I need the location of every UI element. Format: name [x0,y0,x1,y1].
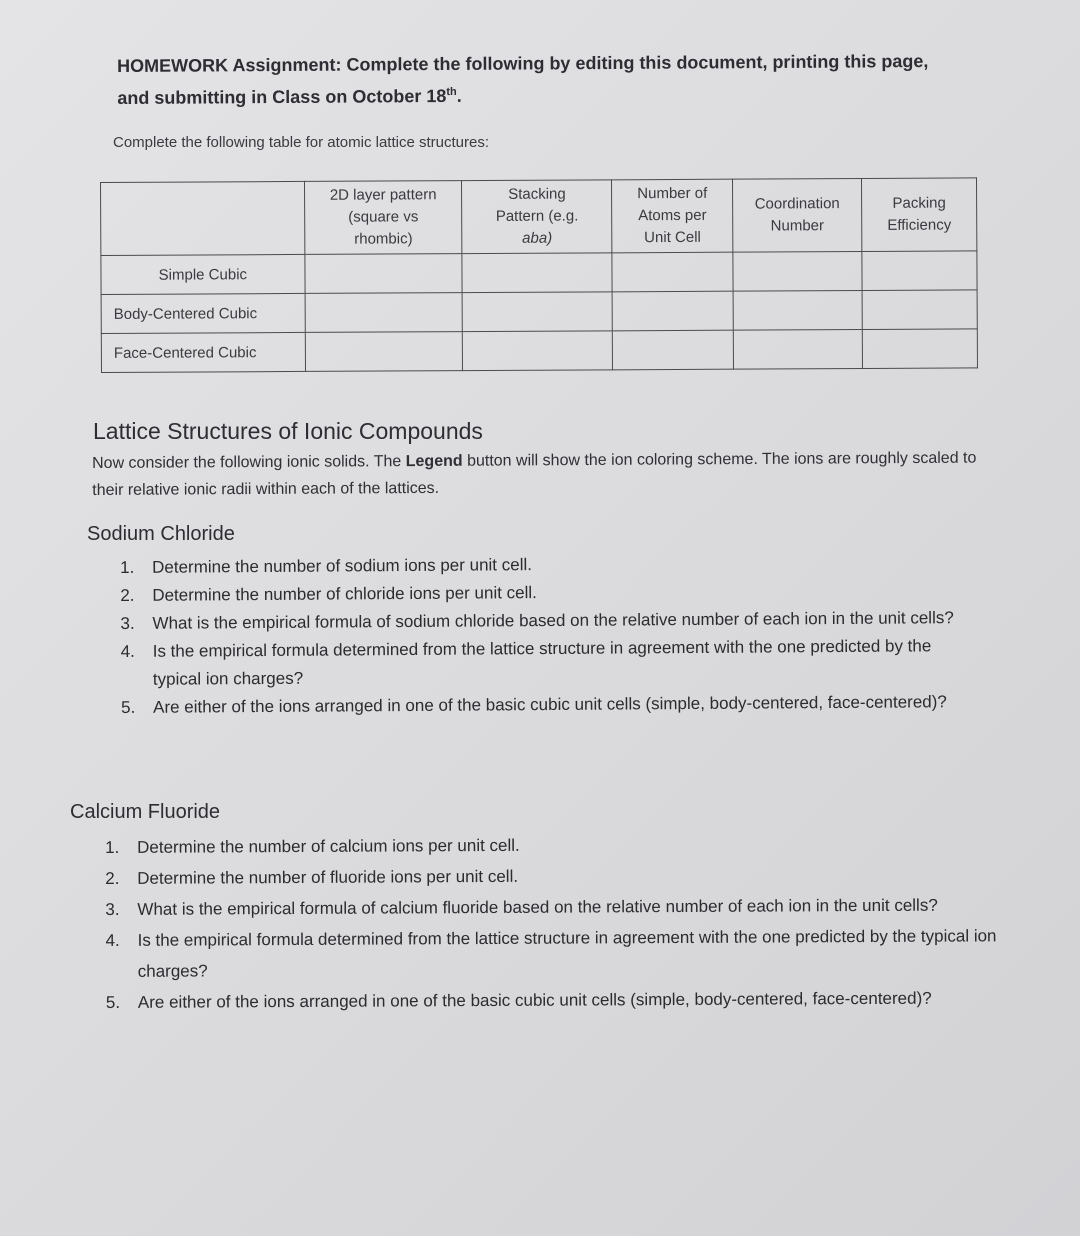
ionic-section-title: Lattice Structures of Ionic Compounds [93,418,483,444]
question-item [105,858,1005,894]
question-number: 2. [120,585,135,605]
answer-cell[interactable] [862,290,977,330]
col-header-line: Packing [892,194,946,212]
question-number: 4. [120,641,135,661]
answer-cell[interactable] [862,251,977,291]
legend-keyword: Legend [405,452,463,471]
question-item [105,920,1005,987]
answer-cell[interactable] [463,292,613,332]
col-2d-layer-pattern [304,181,462,255]
col-header-line: Coordination [754,195,840,213]
calcium-fluoride-title: Calcium Fluoride [70,801,221,823]
answer-cell[interactable] [733,330,862,370]
sodium-chloride-questions [120,548,981,722]
col-atoms-per-unit-cell [612,179,733,253]
question-text: Are either of the ions arranged in one of the basic cubic unit cells (simple, body-centered, face-centered)? [153,692,947,717]
col-header-line: Atoms per [638,206,707,225]
col-header-line: Number [770,217,825,235]
question-number: 4. [105,930,120,950]
question-text: Is the empirical formula determined from the lattice structure in agreement with the one predicted by the typical ion charges? [137,926,997,981]
lattice-structure-table [100,177,978,373]
intro-text: button will show the ion coloring scheme. The ions are roughly scaled to their relative ionic radii within each of the lattices. [92,449,977,499]
row-simple-cubic [101,251,977,295]
question-text: Determine the number of fluoride ions per unit cell. [137,866,519,888]
homework-heading-text: HOMEWORK Assignment: Complete the following by editing this document, printing this page, and submitting in Class on October 18 [117,51,929,108]
row-label: Body-Centered Cubic [101,293,305,333]
col-header-line: aba) [522,229,553,247]
answer-cell[interactable] [612,252,733,292]
answer-cell[interactable] [862,329,977,369]
question-number: 2. [105,868,120,888]
col-packing-efficiency [862,178,977,252]
row-label: Face-Centered Cubic [101,332,305,372]
col-header-line: (square vs [348,208,419,226]
question-number: 5. [105,992,121,1012]
answer-cell[interactable] [733,252,862,292]
question-number: 1. [120,557,135,577]
col-header-line: Number of [637,184,708,203]
answer-cell[interactable] [462,253,612,293]
answer-cell[interactable] [305,254,463,294]
question-item [106,982,1006,1018]
answer-cell[interactable] [612,291,733,331]
question-number: 1. [105,837,120,857]
question-text: Determine the number of calcium ions per unit cell. [137,835,520,857]
answer-cell[interactable] [733,291,862,331]
question-number: 3. [120,613,135,633]
question-text: Determine the number of sodium ions per unit cell. [152,555,533,577]
question-item [121,688,981,722]
col-header-line: Stacking [508,185,566,203]
question-item [105,827,1005,863]
question-text: Determine the number of chloride ions per unit cell. [152,583,537,605]
answer-cell[interactable] [613,330,734,370]
calcium-fluoride-questions [105,827,1006,1018]
row-face-centered-cubic [101,329,977,373]
col-coordination-number [733,179,862,253]
row-label: Simple Cubic [101,254,305,294]
homework-heading [117,47,957,112]
question-text: Is the empirical formula determined from the lattice structure in agreement with the one predicted by the typical ion charges? [152,636,932,689]
question-item [105,889,1005,925]
sodium-chloride-title: Sodium Chloride [87,523,235,545]
col-header-line: Pattern (e.g. [495,207,579,225]
heading-period: . [456,85,462,106]
table-header-row [101,178,977,256]
question-text: What is the empirical formula of sodium chloride based on the relative number of each ion in the unit cells? [152,608,954,633]
question-number: 3. [105,899,120,919]
col-header-line: Unit Cell [644,228,701,247]
row-body-centered-cubic [101,290,977,334]
answer-cell[interactable] [305,293,463,333]
question-text: Are either of the ions arranged in one of the basic cubic unit cells (simple, body-centered, face-centered)? [137,988,932,1012]
date-suffix: th [446,85,457,98]
ionic-section-intro [92,445,982,504]
answer-cell[interactable] [463,331,613,371]
table-instructions: Complete the following table for atomic lattice structures: [113,134,490,151]
col-header-line: Efficiency [887,216,952,234]
col-header-line: 2D layer pattern [329,186,437,204]
question-item [121,632,981,694]
question-number: 5. [121,697,136,717]
question-text: What is the empirical formula of calcium fluoride based on the relative number of each ion in the unit cells? [137,895,938,919]
answer-cell[interactable] [305,332,463,372]
table-corner-cell [101,181,305,255]
col-header-line: rhombic) [354,230,413,248]
col-stacking-pattern [462,180,612,254]
intro-text: Now consider the following ionic solids. The [92,453,406,472]
